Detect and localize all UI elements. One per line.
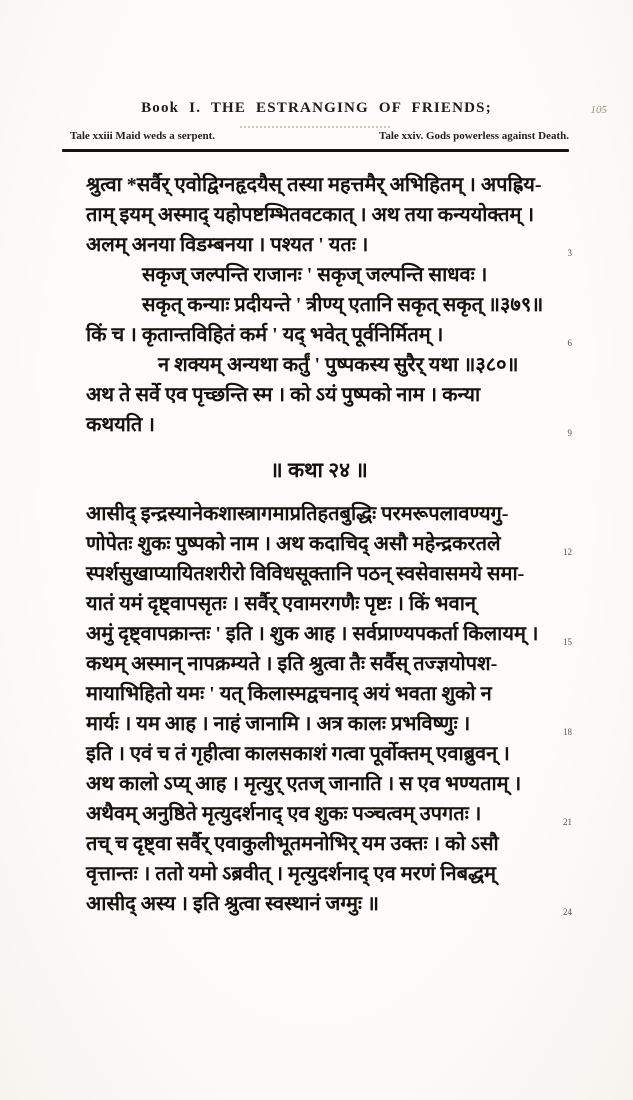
text-line	[86, 889, 572, 919]
text-line-content: मायाभिहितो यमः ' यत् किलास्मद्वचनाद् अयं भवता शुको न	[86, 683, 492, 705]
text-line	[86, 679, 552, 709]
text-line-content: न शक्यम् अन्यथा कर्तुं ' पुष्पकस्य सुरैर् यथा ॥३८०॥	[158, 354, 519, 376]
text-line-content: कथम् अस्मान् नापक्रम्यते । इति श्रुत्वा तैः सर्वैस् तज्ज्ञयोपश-	[86, 653, 498, 675]
text-line	[86, 529, 572, 559]
text-line	[86, 170, 552, 200]
sanskrit-text-block	[86, 170, 572, 919]
running-book-title: Book I. THE ESTRANGING OF FRIENDS;	[141, 100, 492, 116]
text-line	[86, 649, 552, 679]
text-line-content: आसीद् अस्य । इति श्रुत्वा स्वस्थानं जग्मुः ॥	[86, 893, 379, 915]
text-line	[86, 799, 572, 829]
page-number: 105	[590, 104, 607, 116]
text-line	[86, 200, 552, 230]
tale-captions-row	[70, 130, 569, 142]
text-line-content: अथ कालो ऽप्य् आह । मृत्युर् एतज् जानाति । स एव भण्यताम् ।	[86, 773, 522, 795]
text-line-content: ॥ कथा २४ ॥	[270, 458, 368, 482]
text-line	[86, 829, 552, 859]
text-line	[86, 589, 552, 619]
text-line-content: अलम् अनया विडम्बनया । पश्यत ' यतः ।	[86, 234, 369, 256]
text-line-content: किं च । कृतान्तविहितं कर्म ' यद् भवेत् पूर्वनिर्मितम् ।	[86, 324, 444, 346]
text-line-content: आसीद् इन्द्रस्यानेकशास्त्रागमाप्रतिहतबुद्धिः परमरूपलावण्यगु-	[86, 503, 509, 525]
margin-line-number: 18	[563, 727, 572, 737]
margin-line-number: 6	[567, 338, 572, 348]
text-line	[86, 290, 552, 320]
tale-caption-left: Tale xxiii Maid weds a serpent.	[70, 130, 216, 142]
text-line	[86, 499, 552, 529]
text-line-content: अथ ते सर्वे एव पृच्छन्ति स्म । को ऽयं पुष्पको नाम । कन्या	[86, 384, 481, 406]
margin-line-number: 3	[567, 248, 572, 258]
margin-line-number: 24	[563, 907, 572, 917]
text-line	[86, 260, 552, 290]
text-line	[86, 230, 572, 260]
text-line	[86, 619, 572, 649]
text-line	[86, 709, 572, 739]
text-line-content: सकृत् कन्याः प्रदीयन्ते ' त्रीण्य् एतानि सकृत् सकृत् ॥३७९॥	[142, 294, 544, 316]
text-line	[86, 455, 552, 485]
text-line-content: इति । एवं च तं गृहीत्वा कालसकाशं गत्वा पूर्वोक्तम् एवाब्रुवन् ।	[86, 743, 510, 765]
margin-line-number: 21	[563, 817, 572, 827]
margin-line-number: 9	[567, 428, 572, 438]
text-line-content: तच् च दृष्ट्वा सर्वैर् एवाकुलीभूतमनोभिर् यम उक्तः । को ऽसौ	[86, 833, 499, 855]
tale-caption-right: Tale xxiv. Gods powerless against Death.	[379, 130, 569, 142]
text-line	[86, 769, 552, 799]
text-line	[86, 350, 552, 380]
text-line-content: अमुं दृष्ट्वापक्रान्तः ' इति । शुक आह । सर्वप्राण्यपकर्ता किलायम् ।	[86, 623, 539, 645]
margin-line-number: 12	[563, 547, 572, 557]
text-line	[86, 320, 572, 350]
text-line	[86, 859, 552, 889]
text-line-content: मार्यः । यम आह । नाहं जानामि । अत्र कालः प्रभविष्णुः ।	[86, 713, 471, 735]
margin-line-number: 15	[563, 637, 572, 647]
text-line-content: श्रुत्वा *सर्वैर् एवोद्विग्नहृदयैस् तस्या महत्तमैर् अभिहितम् । अपह्रिय-	[86, 174, 542, 196]
text-line-content: वृत्तान्तः । ततो यमो ऽब्रवीत् । मृत्युदर्शनाद् एव मरणं निबद्धम्	[86, 863, 496, 885]
text-line-content: ताम् इयम् अस्माद् यहोपष्टम्भितवटकात् । अथ तया कन्ययोक्तम् ।	[86, 204, 535, 226]
text-line-content: यातं यमं दृष्ट्वापसृतः । सर्वैर् एवामरगणैः पृष्टः । किं भवान्	[86, 593, 476, 615]
header-rule	[62, 149, 569, 152]
text-line-content: सकृज् जल्पन्ति राजानः ' सकृज् जल्पन्ति साधवः ।	[142, 264, 488, 286]
text-line-content: णोपेतः शुकः पुष्पको नाम । अथ कदाचिद् असौ महेन्द्रकरतले	[86, 533, 501, 555]
text-line-content: अथैवम् अनुष्ठिते मृत्युदर्शनाद् एव शुकः पञ्चत्वम् उपगतः ।	[86, 803, 482, 825]
text-line	[86, 559, 552, 589]
text-line-content: कथयति ।	[86, 414, 155, 436]
text-line	[86, 739, 552, 769]
scan-smudge-artifact	[240, 126, 390, 128]
text-line	[86, 410, 572, 440]
text-line	[86, 380, 552, 410]
text-line-content: स्पर्शसुखाप्यायितशरीरो विविधसूक्तानि पठन् स्वसेवासमये समा-	[86, 563, 525, 585]
